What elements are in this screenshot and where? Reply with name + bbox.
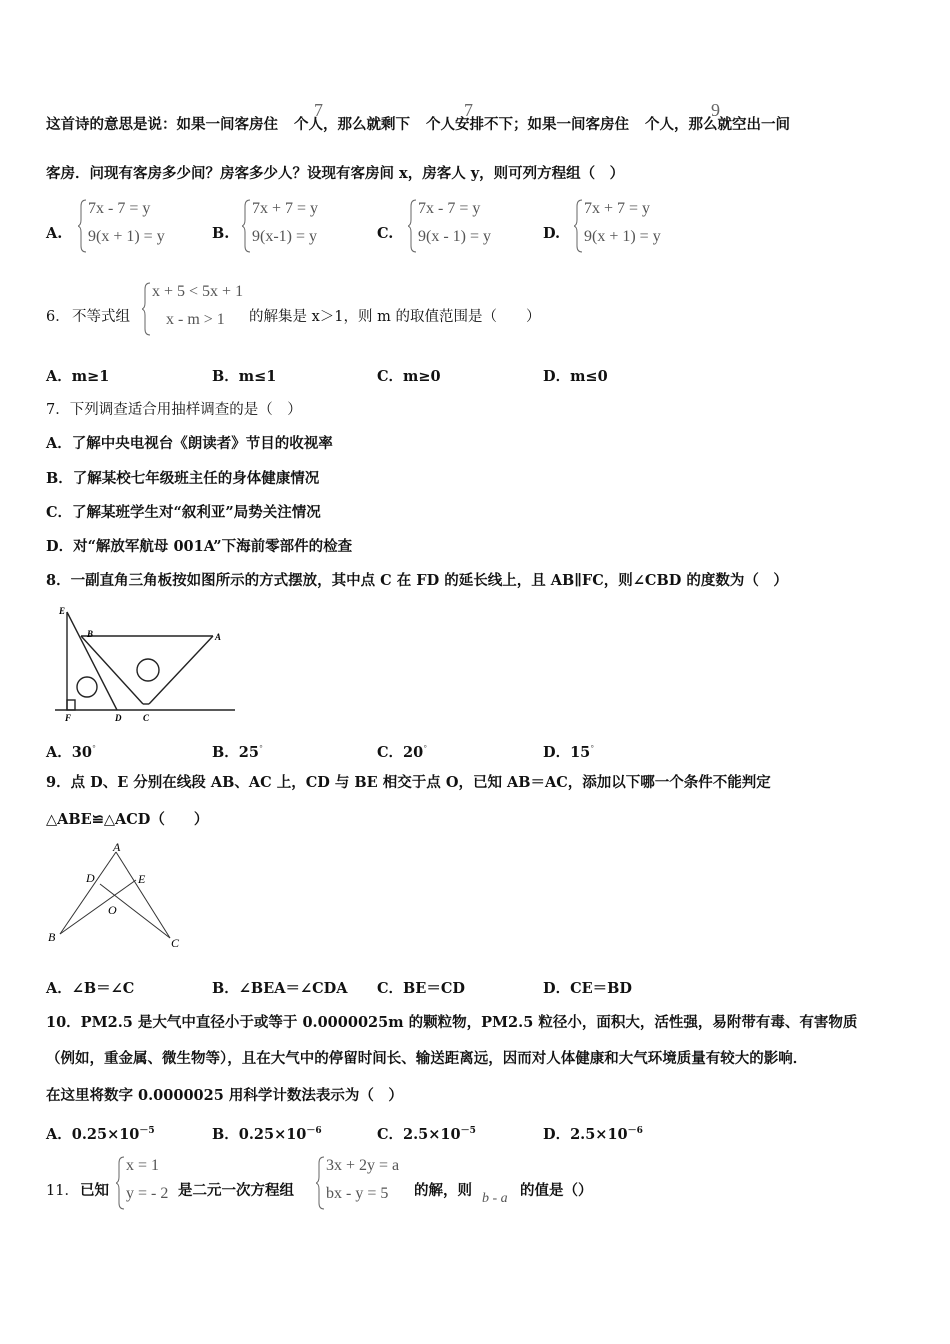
q11-eq2: bx - y = 5 bbox=[326, 1185, 389, 1202]
q6-option-d[interactable]: D．m≤0 bbox=[543, 368, 608, 385]
q5-c-eq2: 9(x - 1) = y bbox=[418, 228, 492, 245]
brace-icon bbox=[408, 198, 418, 254]
q9-label-e: E bbox=[138, 872, 146, 886]
q11-pre: 已知 bbox=[80, 1182, 109, 1199]
q9-option-d[interactable]: D．CE＝BD bbox=[543, 980, 632, 997]
q8-option-c[interactable]: C．20° bbox=[377, 743, 428, 761]
q9-label-b: B bbox=[48, 930, 56, 944]
q5-c-eq1: 7x - 7 = y bbox=[418, 200, 481, 217]
q11-number: 11． bbox=[46, 1183, 79, 1199]
q8-label-a: A bbox=[215, 632, 222, 642]
q9-option-a[interactable]: A．∠B＝∠C bbox=[46, 980, 135, 997]
q5-option-c-label: C. bbox=[377, 225, 394, 242]
q9-stem-2: △ABE≌△ACD（ ） bbox=[46, 811, 209, 828]
q8-stem: 8．一副直角三角板按如图所示的方式摆放，其中点 C 在 FD 的延长线上，且 AB∥FC，则∠CBD 的度数为（ ） bbox=[46, 572, 788, 589]
q5-option-d-label: D. bbox=[543, 225, 561, 242]
q9-option-c[interactable]: C．BE＝CD bbox=[377, 980, 465, 997]
q11-mid: 是二元一次方程组 bbox=[178, 1182, 294, 1199]
q8-label-f: F bbox=[65, 713, 72, 723]
q9-stem-1: 9．点 D、E 分别在线段 AB、AC 上，CD 与 BE 相交于点 O，已知 AB＝AC，添加以下哪一个条件不能判定 bbox=[46, 774, 771, 791]
q9-option-b[interactable]: B．∠BEA＝∠CDA bbox=[212, 980, 348, 997]
q5-option-b-system[interactable] bbox=[242, 198, 352, 254]
q6-post: 的解集是 x＞1，则 m 的取值范围是（ ） bbox=[249, 309, 541, 325]
q11-sol2: y = - 2 bbox=[126, 1185, 169, 1202]
brace-icon bbox=[142, 281, 152, 337]
intro-num-2: 7 bbox=[464, 100, 473, 120]
q8-label-e: E bbox=[59, 606, 66, 616]
q10-option-a[interactable]: A．$0.25\times 10^{-5}$ bbox=[46, 1125, 155, 1143]
intro-text-4: 个人，那么就空出一间 bbox=[645, 116, 790, 133]
q9-label-o: O bbox=[108, 903, 117, 917]
q6-eq2: x - m > 1 bbox=[166, 311, 225, 328]
q5-d-eq1: 7x + 7 = y bbox=[584, 200, 651, 217]
q10-line-3: 在这里将数字 0.0000025 用科学计数法表示为（ ） bbox=[46, 1087, 403, 1104]
q9-label-d: D bbox=[86, 871, 95, 885]
q6-system bbox=[142, 281, 252, 337]
intro-text-2: 个人，那么就剩下 bbox=[294, 116, 410, 133]
q5-option-d-system[interactable] bbox=[574, 198, 684, 254]
q5-option-a-label: A. bbox=[46, 225, 63, 242]
q6-option-c[interactable]: C．m≥0 bbox=[377, 368, 441, 385]
q8-figure bbox=[55, 602, 240, 724]
q5-option-b-label: B. bbox=[212, 225, 230, 242]
q8-label-c: C bbox=[143, 713, 150, 723]
q7-option-c[interactable]: C．了解某班学生对“叙利亚”局势关注情况 bbox=[46, 504, 321, 521]
brace-icon bbox=[78, 198, 88, 254]
q7-stem: 7．下列调查适合用抽样调查的是（ ） bbox=[46, 402, 302, 418]
intro-line-2: 客房．问现有客房多少间？房客多少人？设现有客房间 x，房客人 y，则可列方程组（ ） bbox=[46, 165, 625, 182]
intro-text-1: 这首诗的意思是说：如果一间客房住 bbox=[46, 116, 278, 133]
brace-icon bbox=[116, 1155, 126, 1211]
q6-eq1: x + 5 < 5x + 1 bbox=[152, 283, 244, 300]
q11-sol1: x = 1 bbox=[126, 1157, 160, 1174]
q11-expr: b - a bbox=[482, 1191, 508, 1206]
q8-option-a[interactable]: A．30° bbox=[46, 743, 96, 761]
q10-line-2: （例如，重金属、微生物等），且在大气中的停留时间长、输送距离远，因而对人体健康和大气环境质量有较大的影响． bbox=[46, 1050, 808, 1067]
q7-option-b[interactable]: B．了解某校七年级班主任的身体健康情况 bbox=[46, 470, 320, 487]
q5-a-eq2: 9(x + 1) = y bbox=[88, 228, 165, 245]
q9-figure bbox=[44, 840, 189, 955]
q9-label-c: C bbox=[171, 936, 180, 950]
q6-option-b[interactable]: B．m≤1 bbox=[212, 368, 277, 385]
q10-option-d[interactable]: D．$2.5\times 10^{-6}$ bbox=[543, 1125, 643, 1143]
q8-label-d: D bbox=[115, 713, 122, 723]
q5-option-a-system[interactable] bbox=[78, 198, 188, 254]
q5-d-eq2: 9(x + 1) = y bbox=[584, 228, 661, 245]
intro-num-3: 9 bbox=[711, 100, 720, 120]
q8-option-d[interactable]: D．15° bbox=[543, 743, 595, 761]
intro-num-1: 7 bbox=[314, 100, 323, 120]
q10-option-b[interactable]: B．$0.25\times 10^{-6}$ bbox=[212, 1125, 322, 1143]
q9-label-a: A bbox=[113, 840, 121, 854]
q6-pre: 不等式组 bbox=[72, 309, 130, 325]
q11-solution-system bbox=[116, 1155, 180, 1211]
q11-post-2: 的值是（） bbox=[520, 1182, 593, 1199]
q8-option-b[interactable]: B．25° bbox=[212, 743, 263, 761]
q11-eq1: 3x + 2y = a bbox=[326, 1157, 400, 1174]
q5-option-c-system[interactable] bbox=[408, 198, 518, 254]
q5-b-eq2: 9(x-1) = y bbox=[252, 228, 318, 245]
q7-option-d[interactable]: D．对“解放军航母 001A”下海前零部件的检查 bbox=[46, 538, 353, 555]
q10-line-1: 10．PM2.5 是大气中直径小于或等于 0.0000025m 的颗粒物，PM2.5 粒径小，面积大，活性强，易附带有毒、有害物质 bbox=[46, 1014, 858, 1031]
brace-icon bbox=[316, 1155, 326, 1211]
q7-option-a[interactable]: A．了解中央电视台《朗读者》节目的收视率 bbox=[46, 435, 333, 452]
q5-a-eq1: 7x - 7 = y bbox=[88, 200, 151, 217]
q5-b-eq1: 7x + 7 = y bbox=[252, 200, 319, 217]
q11-post-1: 的解，则 bbox=[414, 1182, 472, 1199]
q6-option-a[interactable]: A．m≥1 bbox=[46, 368, 110, 385]
q8-label-b: B bbox=[87, 629, 94, 639]
intro-line-1 bbox=[46, 115, 790, 135]
q11-equation-system bbox=[316, 1155, 416, 1211]
q10-option-c[interactable]: C．$2.5\times 10^{-5}$ bbox=[377, 1125, 476, 1143]
brace-icon bbox=[574, 198, 584, 254]
q6-number: 6． bbox=[46, 309, 70, 325]
brace-icon bbox=[242, 198, 252, 254]
intro-text-3: 个人安排不下；如果一间客房住 bbox=[426, 116, 629, 133]
